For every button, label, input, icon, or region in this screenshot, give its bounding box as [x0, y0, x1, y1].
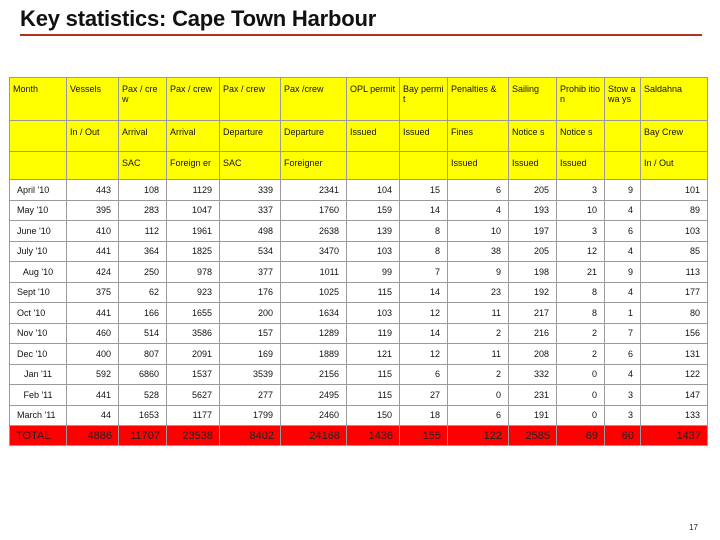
table-row	[10, 262, 708, 283]
value-cell: 6	[605, 221, 641, 242]
value-cell: 1289	[281, 323, 347, 344]
total-cell: 1436	[347, 426, 400, 446]
value-cell: 514	[119, 323, 167, 344]
value-cell: 283	[119, 200, 167, 221]
value-cell: 166	[119, 303, 167, 324]
value-cell: 115	[347, 282, 400, 303]
month-cell: July '10	[10, 241, 67, 262]
value-cell: 1799	[220, 405, 281, 426]
value-cell: 89	[641, 200, 708, 221]
value-cell: 159	[347, 200, 400, 221]
value-cell: 4	[605, 282, 641, 303]
table-row	[10, 200, 708, 221]
value-cell: 14	[400, 282, 448, 303]
value-cell: 375	[67, 282, 119, 303]
value-cell: 103	[347, 303, 400, 324]
value-cell: 1025	[281, 282, 347, 303]
month-cell: Jan '11	[10, 364, 67, 385]
total-cell: 155	[400, 426, 448, 446]
value-cell: 807	[119, 344, 167, 365]
header-cell: OPL permit	[347, 78, 400, 121]
value-cell: 198	[509, 262, 557, 283]
value-cell: 9	[605, 262, 641, 283]
total-row	[10, 426, 708, 446]
value-cell: 400	[67, 344, 119, 365]
header-cell: Issued	[509, 152, 557, 180]
header-cell: Bay permit	[400, 78, 448, 121]
header-cell: Arrival	[119, 121, 167, 152]
header-cell: Pax / crew	[119, 78, 167, 121]
value-cell: 978	[167, 262, 220, 283]
value-cell: 4	[448, 200, 509, 221]
value-cell: 15	[400, 180, 448, 201]
table-row	[10, 405, 708, 426]
value-cell: 2	[557, 323, 605, 344]
value-cell: 1653	[119, 405, 167, 426]
page-number: 17	[689, 523, 698, 532]
header-cell: Notice s	[509, 121, 557, 152]
value-cell: 131	[641, 344, 708, 365]
month-cell: Oct '10	[10, 303, 67, 324]
value-cell: 122	[641, 364, 708, 385]
value-cell: 80	[641, 303, 708, 324]
header-cell: Stow awa ys	[605, 78, 641, 121]
header-cell: Pax / crew	[167, 78, 220, 121]
value-cell: 534	[220, 241, 281, 262]
value-cell: 0	[557, 405, 605, 426]
table-row	[10, 323, 708, 344]
value-cell: 395	[67, 200, 119, 221]
value-cell: 1961	[167, 221, 220, 242]
header-cell	[347, 152, 400, 180]
value-cell: 3	[557, 180, 605, 201]
value-cell: 44	[67, 405, 119, 426]
value-cell: 277	[220, 385, 281, 406]
table-body	[10, 180, 708, 426]
header-cell: Prohib ition	[557, 78, 605, 121]
value-cell: 169	[220, 344, 281, 365]
value-cell: 197	[509, 221, 557, 242]
header-cell: Notice s	[557, 121, 605, 152]
table-row	[10, 241, 708, 262]
table-row	[10, 282, 708, 303]
total-cell: 8402	[220, 426, 281, 446]
value-cell: 21	[557, 262, 605, 283]
value-cell: 112	[119, 221, 167, 242]
total-cell: 4886	[67, 426, 119, 446]
value-cell: 2341	[281, 180, 347, 201]
value-cell: 2	[448, 323, 509, 344]
table-row	[10, 303, 708, 324]
value-cell: 1655	[167, 303, 220, 324]
header-cell: Foreign er	[167, 152, 220, 180]
table-row	[10, 180, 708, 201]
value-cell: 0	[557, 364, 605, 385]
header-cell: SAC	[119, 152, 167, 180]
total-cell: 60	[605, 426, 641, 446]
value-cell: 5627	[167, 385, 220, 406]
value-cell: 498	[220, 221, 281, 242]
value-cell: 6	[448, 405, 509, 426]
value-cell: 38	[448, 241, 509, 262]
value-cell: 119	[347, 323, 400, 344]
value-cell: 14	[400, 323, 448, 344]
value-cell: 12	[400, 344, 448, 365]
header-cell	[605, 121, 641, 152]
header-cell: Issued	[557, 152, 605, 180]
total-cell: 24168	[281, 426, 347, 446]
value-cell: 85	[641, 241, 708, 262]
value-cell: 121	[347, 344, 400, 365]
value-cell: 191	[509, 405, 557, 426]
value-cell: 1537	[167, 364, 220, 385]
value-cell: 1047	[167, 200, 220, 221]
value-cell: 177	[641, 282, 708, 303]
header-cell	[400, 152, 448, 180]
value-cell: 217	[509, 303, 557, 324]
header-cell: SAC	[220, 152, 281, 180]
table-row	[10, 364, 708, 385]
header-cell: Fines	[448, 121, 509, 152]
value-cell: 410	[67, 221, 119, 242]
value-cell: 113	[641, 262, 708, 283]
value-cell: 205	[509, 180, 557, 201]
value-cell: 103	[347, 241, 400, 262]
value-cell: 8	[557, 282, 605, 303]
page-title: Key statistics: Cape Town Harbour	[20, 6, 377, 31]
value-cell: 441	[67, 385, 119, 406]
value-cell: 923	[167, 282, 220, 303]
value-cell: 443	[67, 180, 119, 201]
value-cell: 205	[509, 241, 557, 262]
value-cell: 139	[347, 221, 400, 242]
value-cell: 157	[220, 323, 281, 344]
value-cell: 3	[605, 405, 641, 426]
value-cell: 2091	[167, 344, 220, 365]
value-cell: 103	[641, 221, 708, 242]
header-cell: Foreigner	[281, 152, 347, 180]
total-cell: 2585	[509, 426, 557, 446]
value-cell: 7	[400, 262, 448, 283]
month-cell: March '11	[10, 405, 67, 426]
total-cell: 122	[448, 426, 509, 446]
value-cell: 2638	[281, 221, 347, 242]
value-cell: 1129	[167, 180, 220, 201]
month-cell: Feb '11	[10, 385, 67, 406]
value-cell: 0	[557, 385, 605, 406]
header-cell	[10, 121, 67, 152]
value-cell: 192	[509, 282, 557, 303]
value-cell: 193	[509, 200, 557, 221]
value-cell: 332	[509, 364, 557, 385]
value-cell: 7	[605, 323, 641, 344]
header-cell: Issued	[400, 121, 448, 152]
table-row	[10, 385, 708, 406]
value-cell: 2156	[281, 364, 347, 385]
value-cell: 6860	[119, 364, 167, 385]
value-cell: 337	[220, 200, 281, 221]
header-cell: Arrival	[167, 121, 220, 152]
table-row	[10, 344, 708, 365]
value-cell: 216	[509, 323, 557, 344]
value-cell: 4	[605, 364, 641, 385]
month-cell: Dec '10	[10, 344, 67, 365]
value-cell: 1634	[281, 303, 347, 324]
value-cell: 23	[448, 282, 509, 303]
statistics-table	[9, 77, 708, 446]
value-cell: 9	[605, 180, 641, 201]
value-cell: 147	[641, 385, 708, 406]
value-cell: 4	[605, 200, 641, 221]
value-cell: 176	[220, 282, 281, 303]
header-row-1	[10, 78, 708, 121]
total-label: TOTAL	[10, 426, 67, 446]
table-row	[10, 221, 708, 242]
header-cell: Departure	[281, 121, 347, 152]
header-cell: Departure	[220, 121, 281, 152]
total-cell: 1437	[641, 426, 708, 446]
value-cell: 10	[448, 221, 509, 242]
value-cell: 62	[119, 282, 167, 303]
value-cell: 12	[557, 241, 605, 262]
month-cell: Sept '10	[10, 282, 67, 303]
header-row-3	[10, 152, 708, 180]
value-cell: 6	[605, 344, 641, 365]
header-cell: Penalties &	[448, 78, 509, 121]
value-cell: 1889	[281, 344, 347, 365]
value-cell: 528	[119, 385, 167, 406]
header-cell: Issued	[448, 152, 509, 180]
header-cell	[67, 152, 119, 180]
value-cell: 2	[448, 364, 509, 385]
month-cell: Nov '10	[10, 323, 67, 344]
value-cell: 1177	[167, 405, 220, 426]
header-cell	[605, 152, 641, 180]
value-cell: 11	[448, 344, 509, 365]
value-cell: 231	[509, 385, 557, 406]
value-cell: 115	[347, 364, 400, 385]
value-cell: 9	[448, 262, 509, 283]
value-cell: 208	[509, 344, 557, 365]
value-cell: 99	[347, 262, 400, 283]
month-cell: April '10	[10, 180, 67, 201]
total-cell: 23538	[167, 426, 220, 446]
header-cell: In / Out	[641, 152, 708, 180]
value-cell: 3586	[167, 323, 220, 344]
value-cell: 10	[557, 200, 605, 221]
value-cell: 101	[641, 180, 708, 201]
value-cell: 441	[67, 241, 119, 262]
value-cell: 460	[67, 323, 119, 344]
value-cell: 18	[400, 405, 448, 426]
value-cell: 1825	[167, 241, 220, 262]
value-cell: 104	[347, 180, 400, 201]
header-cell: Bay Crew	[641, 121, 708, 152]
value-cell: 592	[67, 364, 119, 385]
header-cell: Pax /crew	[281, 78, 347, 121]
value-cell: 2460	[281, 405, 347, 426]
title-underline	[20, 34, 702, 36]
value-cell: 3539	[220, 364, 281, 385]
total-cell: 69	[557, 426, 605, 446]
value-cell: 108	[119, 180, 167, 201]
value-cell: 200	[220, 303, 281, 324]
value-cell: 250	[119, 262, 167, 283]
header-cell: Saldahna	[641, 78, 708, 121]
header-row-2	[10, 121, 708, 152]
value-cell: 156	[641, 323, 708, 344]
month-cell: May '10	[10, 200, 67, 221]
value-cell: 424	[67, 262, 119, 283]
value-cell: 150	[347, 405, 400, 426]
value-cell: 115	[347, 385, 400, 406]
header-cell: Month	[10, 78, 67, 121]
value-cell: 2495	[281, 385, 347, 406]
header-cell: In / Out	[67, 121, 119, 152]
value-cell: 27	[400, 385, 448, 406]
value-cell: 133	[641, 405, 708, 426]
value-cell: 1760	[281, 200, 347, 221]
value-cell: 364	[119, 241, 167, 262]
header-cell: Issued	[347, 121, 400, 152]
value-cell: 441	[67, 303, 119, 324]
month-cell: June '10	[10, 221, 67, 242]
value-cell: 377	[220, 262, 281, 283]
total-cell: 11707	[119, 426, 167, 446]
header-cell: Sailing	[509, 78, 557, 121]
value-cell: 14	[400, 200, 448, 221]
value-cell: 339	[220, 180, 281, 201]
month-cell: Aug '10	[10, 262, 67, 283]
value-cell: 12	[400, 303, 448, 324]
value-cell: 3	[557, 221, 605, 242]
value-cell: 8	[557, 303, 605, 324]
value-cell: 6	[448, 180, 509, 201]
value-cell: 3	[605, 385, 641, 406]
value-cell: 0	[448, 385, 509, 406]
value-cell: 3470	[281, 241, 347, 262]
value-cell: 6	[400, 364, 448, 385]
value-cell: 1011	[281, 262, 347, 283]
value-cell: 4	[605, 241, 641, 262]
value-cell: 2	[557, 344, 605, 365]
header-cell	[10, 152, 67, 180]
value-cell: 8	[400, 241, 448, 262]
value-cell: 1	[605, 303, 641, 324]
value-cell: 11	[448, 303, 509, 324]
header-cell: Pax / crew	[220, 78, 281, 121]
header-cell: Vessels	[67, 78, 119, 121]
value-cell: 8	[400, 221, 448, 242]
